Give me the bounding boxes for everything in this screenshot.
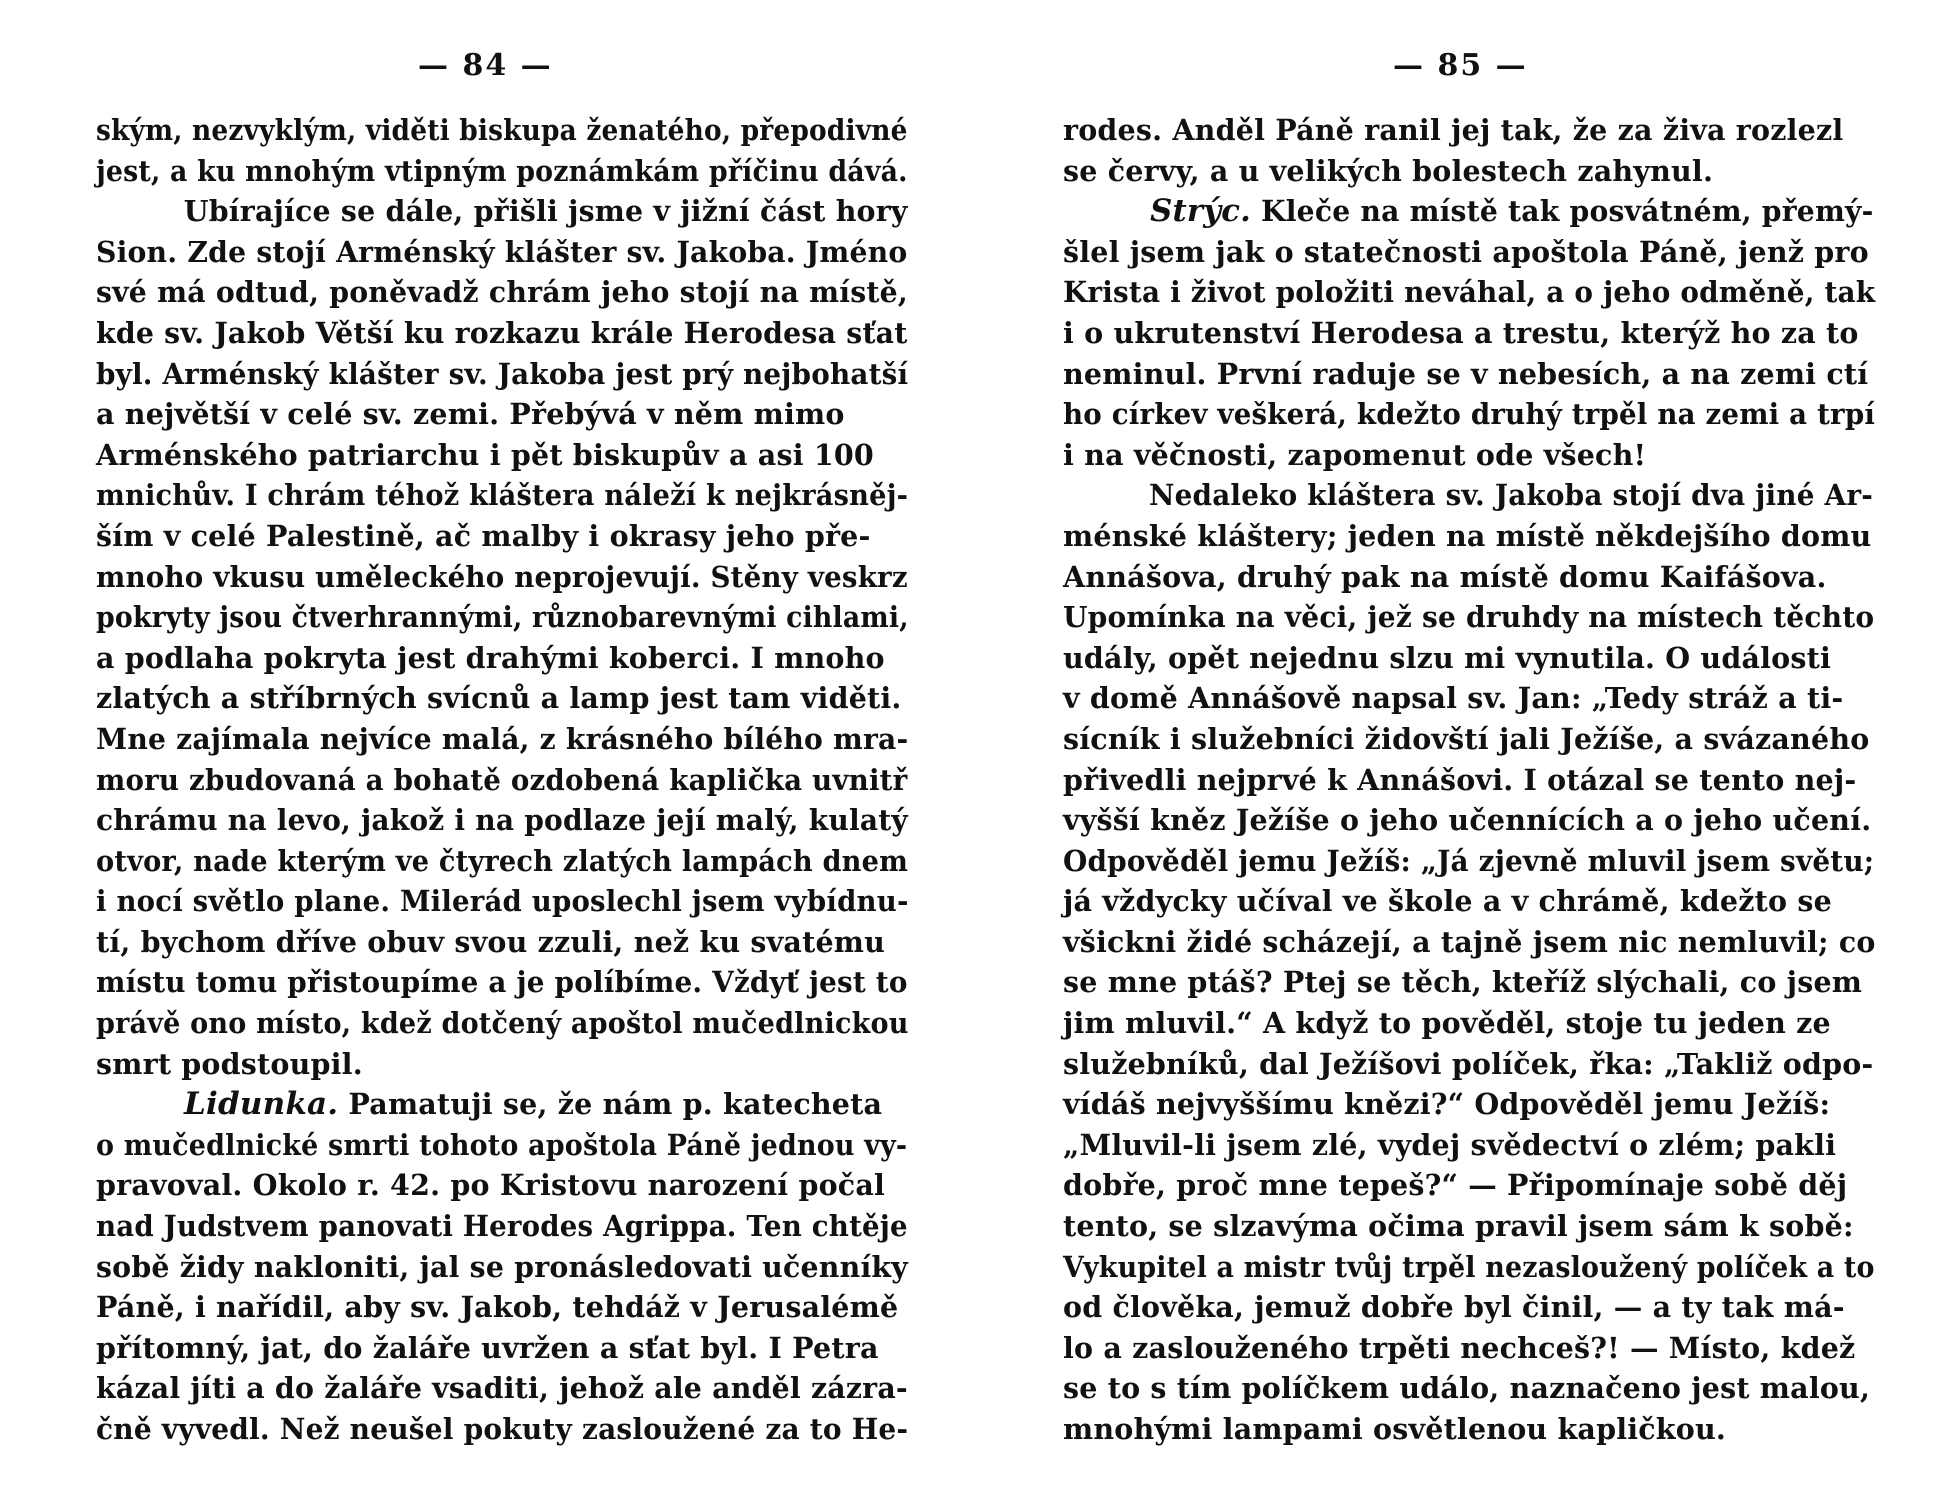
text-line: otvor, nade kterým ve čtyrech zlatých lampách dnem xyxy=(96,843,909,878)
text-line: a podlaha pokryta jest drahými koberci. I mnoho xyxy=(96,640,885,675)
text-line: se mne ptáš? Ptej se těch, kteříž slýchali, co jsem xyxy=(1063,965,1863,1000)
text-line: přítomný, jat, do žaláře uvržen a sťat byl. I Petra xyxy=(96,1330,879,1365)
text-line: jest, a ku mnohým vtipným poznámkám příčinu dává. xyxy=(96,153,908,188)
text-line: byl. Arménský klášter sv. Jakoba jest prý nejbohatší xyxy=(96,356,909,391)
text-line: sícník i služebníci židovští jali Ježíše, a svázaného xyxy=(1063,721,1870,756)
text-line: Annášova, druhý pak na místě domu Kaifášova. xyxy=(1063,559,1827,594)
text-line: udály, opět nejednu slzu mi vynutila. O události xyxy=(1063,640,1831,675)
text-line: čně vyvedl. Než neušel pokuty zasloužené za to He- xyxy=(96,1412,909,1446)
text-line: své má odtud, poněvadž chrám jeho stojí na místě, xyxy=(96,275,908,310)
text-line: ho církev veškerá, kdežto druhý trpěl na zemi a trpí xyxy=(1063,397,1876,432)
text-line: služebníků, dal Ježíšovi políček, řka: „Takliž odpo- xyxy=(1063,1046,1874,1081)
text-line: chrámu na levo, jakož i na podlaze její malý, kulatý xyxy=(96,803,908,838)
text-line: nad Judstvem panovati Herodes Agrippa. Ten chtěje xyxy=(96,1209,908,1244)
text-line: všickni židé scházejí, a tajně jsem nic nemluvil; co xyxy=(1063,924,1876,959)
speaker-name: Lidunka. xyxy=(184,1086,339,1123)
page-number: — 84 — xyxy=(418,48,553,83)
text-line: ším v celé Palestině, ač malby i okrasy jeho pře- xyxy=(96,518,871,553)
text-line: pokryty jsou čtverhrannými, různobarevnými cihlami, xyxy=(96,600,909,635)
text-line: Upomínka na věci, jež se druhdy na místech těchto xyxy=(1063,600,1875,635)
text-line: se to s tím políčkem událo, naznačeno jest malou, xyxy=(1063,1371,1871,1406)
text-line: Odpověděl jemu Ježíš: „Já zjevně mluvil jsem světu; xyxy=(1063,843,1875,878)
text-line: šlel jsem jak o statečnosti apoštola Páně, jenž pro xyxy=(1063,234,1869,269)
text-line: přivedli nejprvé k Annášovi. I otázal se tento nej- xyxy=(1063,762,1857,797)
text-line: moru zbudovaná a bohatě ozdobená kaplička uvnitř xyxy=(96,762,908,797)
text-line: v domě Annášově napsal sv. Jan: „Tedy stráž a ti- xyxy=(1063,681,1844,716)
text-line: Mne zajímala nejvíce malá, z krásného bílého mra- xyxy=(96,721,909,756)
text-line: rodes. Anděl Páně ranil jej tak, že za živa rozlezl xyxy=(1063,113,1844,147)
text-line: od člověka, jemuž dobře byl činil, — a ty tak má- xyxy=(1063,1290,1845,1325)
text-line: Arménského patriarchu i pět biskupův a asi 100 xyxy=(96,437,874,472)
text-line: Vykupitel a mistr tvůj trpěl nezasloužený políček a to xyxy=(1063,1249,1875,1284)
text-line: právě ono místo, kdež dotčený apoštol mučedlnickou xyxy=(96,1006,909,1041)
text-line: tento, se slzavýma očima pravil jsem sám k sobě: xyxy=(1063,1209,1854,1244)
text-line: Sion. Zde stojí Arménský klášter sv. Jakoba. Jméno xyxy=(96,234,908,269)
text-line: „Mluvil-li jsem zlé, vydej svědectví o zlém; pakli xyxy=(1063,1127,1837,1162)
text-line: vídáš nejvyššímu knězi?“ Odpověděl jemu Ježíš: xyxy=(1063,1087,1831,1122)
text-line: o mučedlnické smrti tohoto apoštola Páně jednou vy- xyxy=(96,1127,908,1162)
text-line: ským, nezvyklým, viděti biskupa ženatého, přepodivné xyxy=(96,113,908,147)
text-line: Nedaleko kláštera sv. Jakoba stojí dva jiné Ar- xyxy=(1148,478,1873,513)
text-line: neminul. První raduje se v nebesích, a na zemi ctí xyxy=(1063,356,1869,391)
text-line: Krista i život položiti neváhal, a o jeho odměně, tak xyxy=(1063,275,1876,310)
text-line: Ubírajíce se dále, přišli jsme v jižní část hory xyxy=(183,194,908,229)
text-line: Strýc. Kleče na místě tak posvátném, přemý- xyxy=(1150,193,1874,230)
text-line: mnohými lampami osvětlenou kapličkou. xyxy=(1063,1412,1727,1446)
text-line: místu tomu přistoupíme a je políbíme. Vždyť jest to xyxy=(96,965,908,1000)
text-line: se červy, a u velikých bolestech zahynul. xyxy=(1063,153,1714,188)
text-line: dobře, proč mne tepeš?“ — Připomínaje sobě děj xyxy=(1063,1168,1848,1203)
text-line: i nocí světlo plane. Milerád uposlechl jsem vybídnu- xyxy=(96,884,909,919)
text-line: kázal jíti a do žaláře vsaditi, jehož ale anděl zázra- xyxy=(96,1371,908,1406)
text-line: smrt podstoupil. xyxy=(96,1046,363,1081)
text-line: tí, bychom dříve obuv svou zzuli, než ku svatému xyxy=(96,924,886,959)
text-line: pravoval. Okolo r. 42. po Kristovu narození počal xyxy=(96,1168,886,1203)
text-line: sobě židy nakloniti, jal se pronásledovati učenníky xyxy=(96,1249,908,1284)
text-line: a největší v celé sv. zemi. Přebývá v něm mimo xyxy=(96,397,845,432)
text-line: ménské kláštery; jeden na místě někdejšího domu xyxy=(1063,518,1872,553)
text-line: zlatých a stříbrných svícnů a lamp jest tam viděti. xyxy=(96,681,902,716)
text-line: jim mluvil.“ A když to pověděl, stoje tu jeden ze xyxy=(1063,1006,1831,1041)
text-line: mnoho vkusu uměleckého neprojevují. Stěny veskrz xyxy=(96,559,908,594)
text-line: i o ukrutenství Herodesa a trestu, kterýž ho za to xyxy=(1063,315,1859,350)
text-line: vyšší kněz Ježíše o jeho učennících a o jeho učení. xyxy=(1063,803,1872,838)
text-line: lo a zaslouženého trpěti nechceš?! — Místo, kdež xyxy=(1063,1330,1856,1365)
text-line: i na věčnosti, zapomenut ode všech! xyxy=(1063,437,1647,472)
text-line: kde sv. Jakob Větší ku rozkazu krále Herodesa sťat xyxy=(96,315,908,350)
page-text xyxy=(96,110,962,1450)
page-number: — 85 — xyxy=(1393,48,1528,83)
text-line: Páně, i nařídil, aby sv. Jakob, tehdáž v Jerusalémě xyxy=(96,1290,899,1325)
text-line: Lidunka. Pamatuji se, že nám p. katecheta xyxy=(184,1086,883,1123)
speaker-name: Strýc. xyxy=(1150,193,1252,230)
text-line: mnichův. I chrám téhož kláštera náleží k nejkrásněj- xyxy=(96,478,909,513)
text-line: já vždycky učíval ve škole a v chrámě, kdežto se xyxy=(1063,884,1832,919)
page-text xyxy=(1063,110,1924,1450)
